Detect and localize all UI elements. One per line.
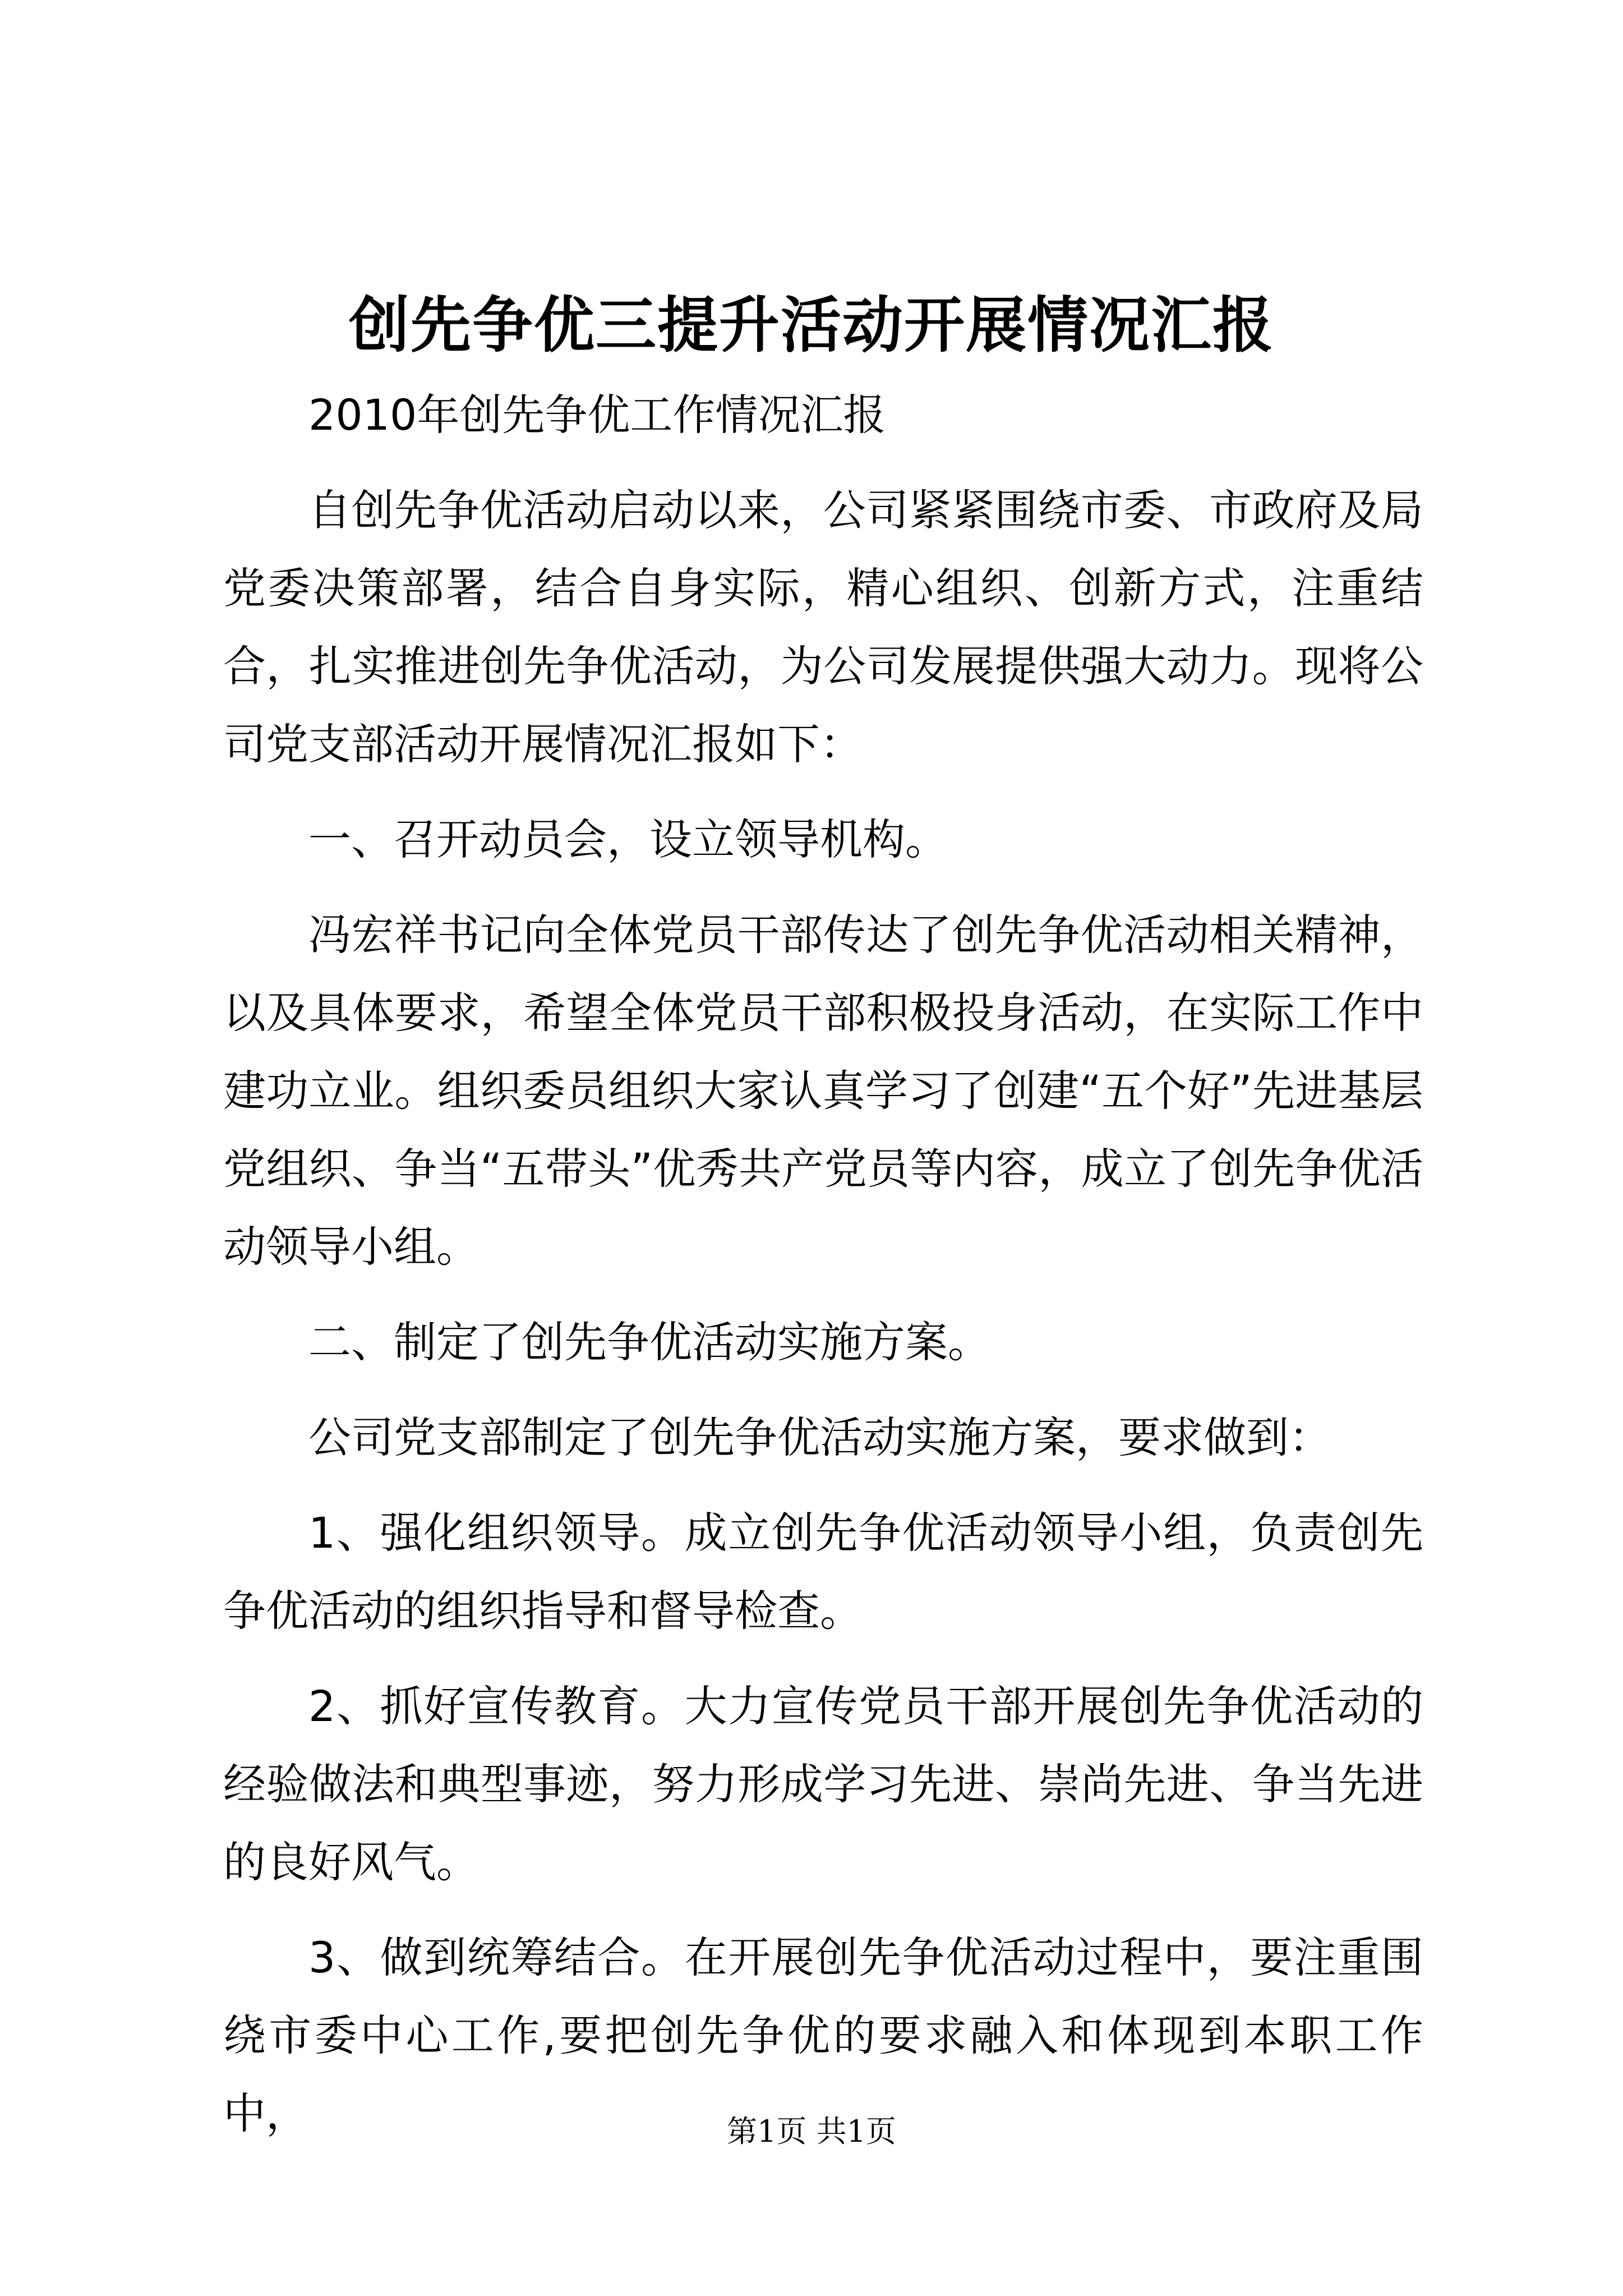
paragraph-section-1: 冯宏祥书记向全体党员干部传达了创先争优活动相关精神，以及具体要求，希望全体党员干部积极投身活动，在实际工作中建功立业。组织委员组织大家认真学习了创建“五个好”先进基层党组织、争当“五带头”优秀共产党员等内容，成立了创先争优活动领导小组。	[223, 910, 1423, 1272]
list-item-1: 1、强化组织领导。成立创先争优活动领导小组，负责创先争优活动的组织指导和督导检查。	[223, 1508, 1423, 1636]
page-footer: 第1页 共1页	[727, 2114, 896, 2149]
list-item-2: 2、抓好宣传教育。大力宣传党员干部开展创先争优活动的经验做法和典型事迹，努力形成学习先进、崇尚先进、争当先进的良好风气。	[223, 1681, 1423, 1887]
section-heading-1: 一、召开动员会，设立领导机构。	[308, 815, 948, 864]
paragraph-section-2: 公司党支部制定了创先争优活动实施方案，要求做到：	[308, 1412, 1331, 1462]
paragraph-subtitle: 2010年创先争优工作情况汇报	[308, 390, 886, 440]
document-body	[223, 376, 1423, 2152]
list-item-3: 3、做到统筹结合。在开展创先争优活动过程中，要注重围绕市委中心工作,要把创先争优的要求融入和体现到本职工作中，	[223, 1932, 1423, 2138]
document-title: 创先争优三提升活动开展情况汇报	[348, 290, 1274, 361]
paragraph-intro: 自创先争优活动启动以来，公司紧紧围绕市委、市政府及局党委决策部署，结合自身实际，精心组织、创新方式，注重结合，扎实推进创先争优活动，为公司发展提供强大动力。现将公司党支部活动开展情况汇报如下：	[223, 485, 1423, 769]
section-heading-2: 二、制定了创先争优活动实施方案。	[308, 1317, 990, 1367]
